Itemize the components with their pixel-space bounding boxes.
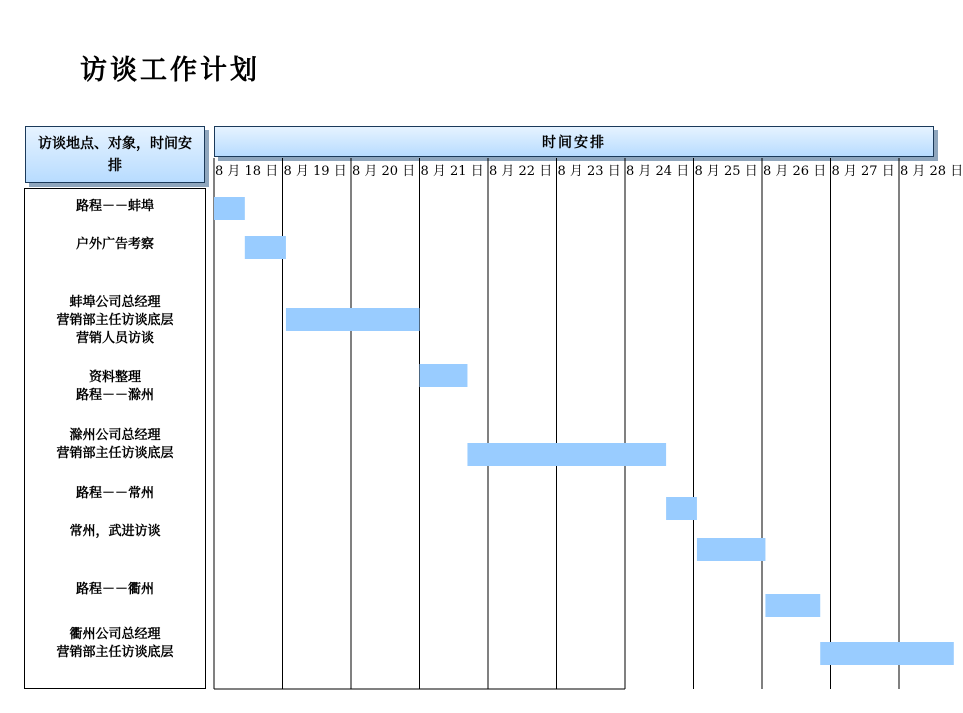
row-header-box: 访谈地点、对象，时间安排	[25, 126, 205, 183]
date-label: 8 月 24 日	[626, 164, 690, 179]
task-label-line: 营销人员访谈	[75, 331, 154, 346]
date-label: 8 月 26 日	[763, 164, 827, 179]
column-header-box: 时间安排	[214, 126, 934, 157]
task-label-line: 营销部主任访谈底层	[56, 645, 174, 660]
gantt-bar	[420, 364, 468, 387]
task-label-line: 衢州公司总经理	[69, 627, 161, 642]
task-label-line: 路程－－常州	[75, 486, 154, 501]
task-label-line: 路程－－滁州	[75, 388, 154, 403]
gantt-bar	[286, 308, 420, 331]
date-label: 8 月 20 日	[352, 164, 416, 179]
gantt-bar	[245, 236, 286, 259]
task-label-line: 路程－－蚌埠	[75, 199, 154, 214]
gantt-bar	[666, 497, 697, 520]
task-label-line: 蚌埠公司总经理	[69, 295, 161, 310]
task-label-line: 滁州公司总经理	[69, 428, 161, 443]
date-label: 8 月 28 日	[900, 164, 963, 179]
gantt-bar	[467, 443, 666, 466]
gantt-bar	[697, 538, 766, 561]
gantt-bar	[765, 594, 820, 617]
task-label-line: 户外广告考察	[75, 237, 154, 252]
task-label-line: 营销部主任访谈底层	[56, 313, 174, 328]
date-label: 8 月 23 日	[557, 164, 621, 179]
task-label-line: 营销部主任访谈底层	[56, 446, 174, 461]
date-label: 8 月 19 日	[283, 164, 347, 179]
date-label: 8 月 27 日	[831, 164, 895, 179]
task-label-line: 常州，武进访谈	[69, 524, 161, 539]
page-title: 访谈工作计划	[80, 55, 260, 86]
gantt-bar	[214, 197, 245, 220]
date-label: 8 月 25 日	[694, 164, 758, 179]
date-label: 8 月 21 日	[420, 164, 484, 179]
task-label-line: 路程－－衢州	[75, 582, 154, 597]
gantt-bar	[820, 642, 954, 665]
task-label-line: 资料整理	[88, 370, 141, 385]
date-label: 8 月 18 日	[215, 164, 279, 179]
date-label: 8 月 22 日	[489, 164, 553, 179]
